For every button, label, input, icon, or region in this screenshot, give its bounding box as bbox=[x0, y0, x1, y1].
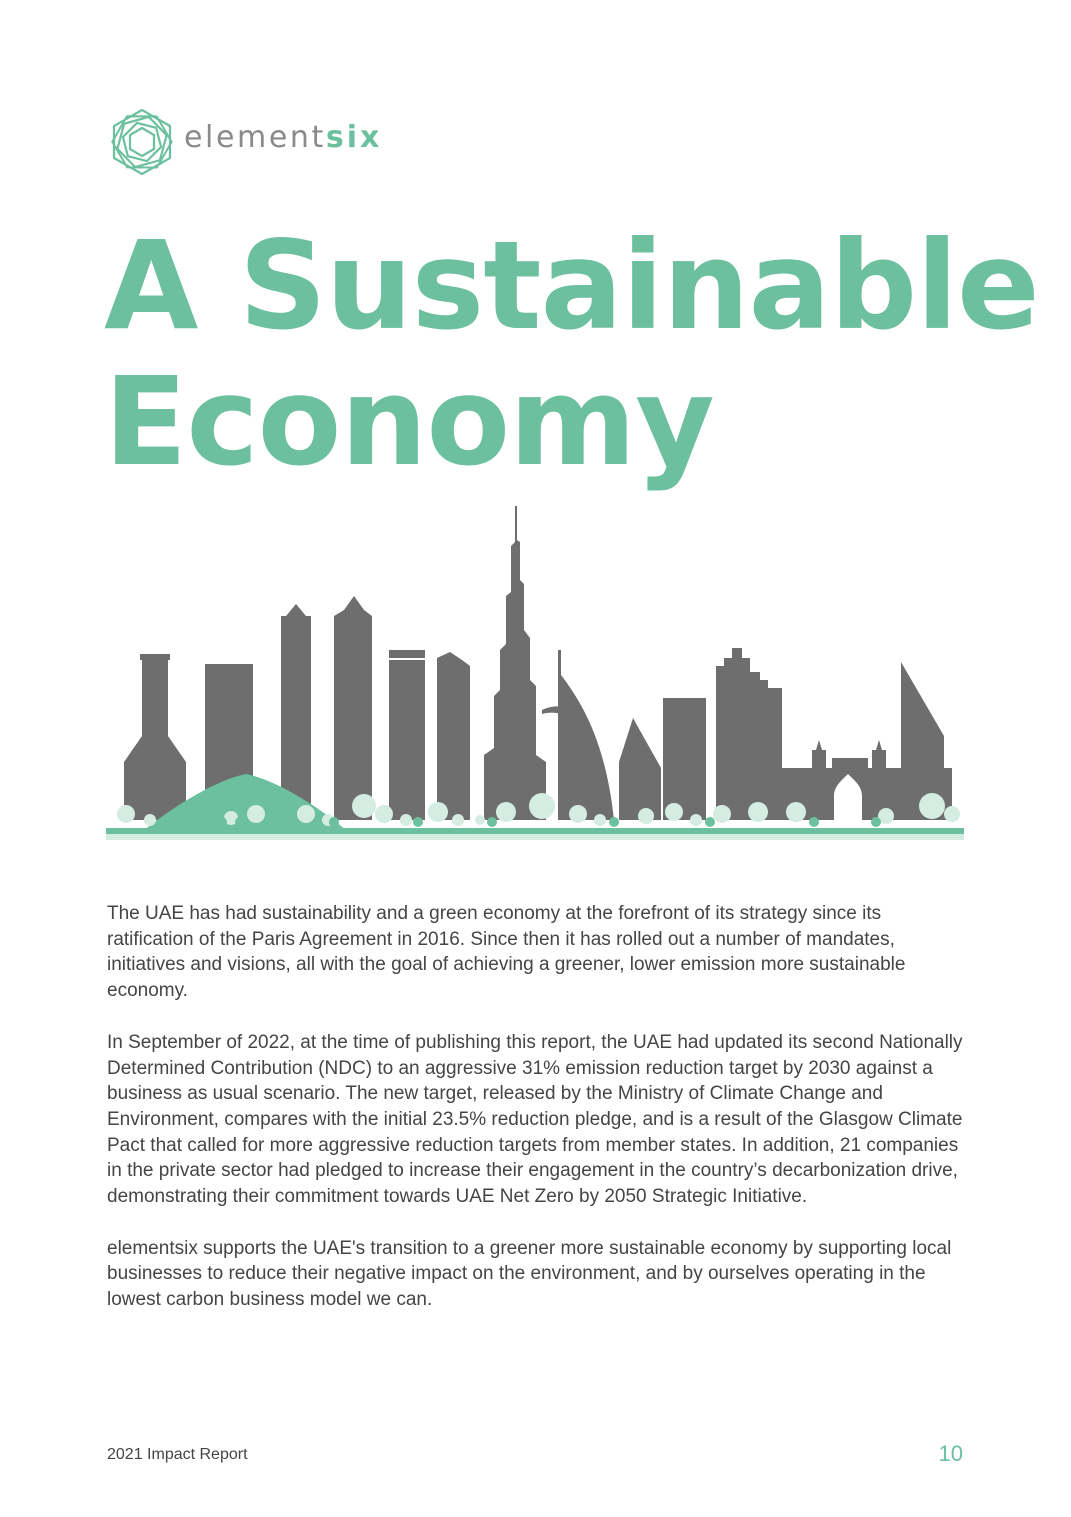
logo-wordmark bbox=[184, 120, 382, 155]
brand-logo bbox=[106, 106, 396, 178]
paragraph-2: In September of 2022, at the time of publishing this report, the UAE had updated its second Nationally Determined Contribution (NDC) to an aggressive 31% emission reduction target by 2030 against a business as usual scenario. The new target, released by the Ministry of Climate Change and Environment, compares with the initial 23.5% reduction pledge, and is a result of the Glasgow Climate Pact that called for more aggressive reduction targets from member states. In addition, 21 companies in the private sector had pledged to increase their engagement in the country’s decarbonization drive, demonstrating their commitment towards UAE Net Zero by 2050 Strategic Initiative. bbox=[107, 1031, 963, 1208]
page-number: 10 bbox=[938, 1441, 963, 1466]
page-title-line-1: A Sustainable bbox=[104, 215, 1039, 357]
logo-wordmark-accent: six bbox=[325, 120, 383, 155]
logo-wordmark-main: element bbox=[184, 120, 326, 155]
paragraph-3: elementsix supports the UAE's transition to a greener more sustainable economy by supporting local businesses to reduce their negative impact on the environment, and by ourselves operating in the lowest carbon business model we can. bbox=[107, 1237, 952, 1311]
page-title bbox=[104, 215, 1039, 493]
footer-report-label: 2021 Impact Report bbox=[107, 1446, 248, 1463]
dubai-skyline-illustration bbox=[106, 500, 966, 845]
paragraph-1: The UAE has had sustainability and a green economy at the forefront of its strategy since its ratification of the Paris Agreement in 2016. Since then it has rolled out a number of mandates, initiatives and visions, all with the goal of achieving a greener, lower emission more sustainable economy. bbox=[107, 903, 906, 1002]
interlocking-hexagon-logo-icon bbox=[106, 106, 178, 178]
body-text bbox=[107, 901, 969, 1339]
page-title-line-2: Economy bbox=[104, 351, 714, 493]
